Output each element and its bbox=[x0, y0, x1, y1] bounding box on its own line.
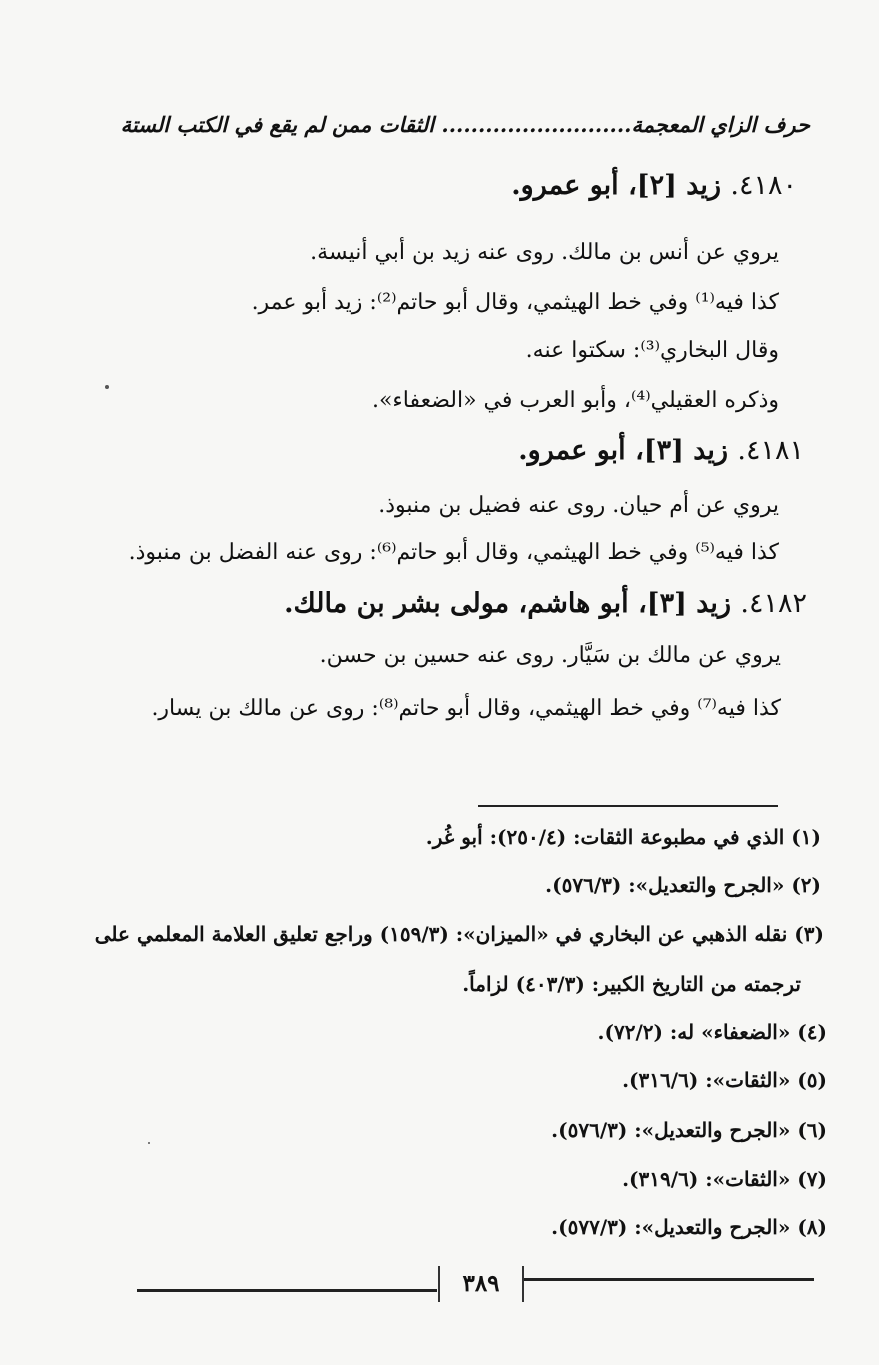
footnote: ترجمته من التاريخ الكبير: (٤٠٣/٣) لزاماً. bbox=[462, 972, 801, 996]
entry-line: وقال البخاري⁽³⁾: سكتوا عنه. bbox=[525, 338, 779, 363]
footnote: (٧) «الثقات»: (٣١٩/٦). bbox=[622, 1167, 827, 1191]
footnote: (٨) «الجرح والتعديل»: (٥٧٧/٣). bbox=[551, 1215, 827, 1239]
scan-speck bbox=[148, 1142, 150, 1144]
entry-heading: زيد [٢]، أبو عمرو. bbox=[511, 170, 721, 201]
entry-line: يروي عن أم حيان. روى عنه فضيل بن منبوذ. bbox=[378, 493, 779, 518]
entry-line: وذكره العقيلي⁽⁴⁾، وأبو العرب في «الضعفاء». bbox=[371, 388, 779, 413]
entry-number: ٤١٨١. bbox=[737, 435, 804, 466]
footnote: (٤) «الضعفاء» له: (٧٢/٢). bbox=[597, 1020, 827, 1044]
entry-line: كذا فيه⁽⁷⁾ وفي خط الهيثمي، وقال أبو حاتم⁽⁸⁾: روى عن مالك بن يسار. bbox=[151, 696, 781, 721]
entry-line: يروي عن مالك بن سَيَّار. روى عنه حسين بن حسن. bbox=[319, 643, 781, 668]
entry-heading: زيد [٣]، أبو هاشم، مولى بشر بن مالك. bbox=[284, 588, 731, 619]
footer-rule-left bbox=[137, 1289, 437, 1292]
entry-line: يروي عن أنس بن مالك. روى عنه زيد بن أبي أنيسة. bbox=[310, 240, 779, 265]
entry-title bbox=[511, 170, 797, 201]
running-header: حرف الزاي المعجمة.......................... الثقات ممن لم يقع في الكتب الستة bbox=[120, 112, 810, 137]
entry-title bbox=[518, 435, 804, 466]
scan-speck bbox=[105, 385, 109, 389]
page-number: ٣٨٩ bbox=[438, 1266, 524, 1302]
footnote: (٥) «الثقات»: (٣١٦/٦). bbox=[622, 1068, 827, 1092]
footer-rule-right bbox=[522, 1278, 814, 1281]
entry-line: كذا فيه⁽¹⁾ وفي خط الهيثمي، وقال أبو حاتم⁽²⁾: زيد أبو عمر. bbox=[251, 290, 779, 315]
entry-number: ٤١٨٢. bbox=[740, 588, 807, 619]
footnote: (٣) نقله الذهبي عن البخاري في «الميزان»: (١٥٩/٣) وراجع تعليق العلامة المعلمي على bbox=[94, 922, 824, 946]
entry-title bbox=[284, 588, 807, 619]
footnote: (٢) «الجرح والتعديل»: (٥٧٦/٣). bbox=[545, 873, 821, 897]
entry-number: ٤١٨٠. bbox=[730, 170, 797, 201]
entry-heading: زيد [٣]، أبو عمرو. bbox=[518, 435, 728, 466]
footnote: (٦) «الجرح والتعديل»: (٥٧٦/٣). bbox=[551, 1118, 827, 1142]
footnote: (١) الذي في مطبوعة الثقات: (٢٥٠/٤): أبو غُر. bbox=[425, 825, 821, 849]
footnote-separator bbox=[478, 805, 778, 807]
entry-line: كذا فيه⁽⁵⁾ وفي خط الهيثمي، وقال أبو حاتم⁽⁶⁾: روى عنه الفضل بن منبوذ. bbox=[128, 540, 779, 565]
